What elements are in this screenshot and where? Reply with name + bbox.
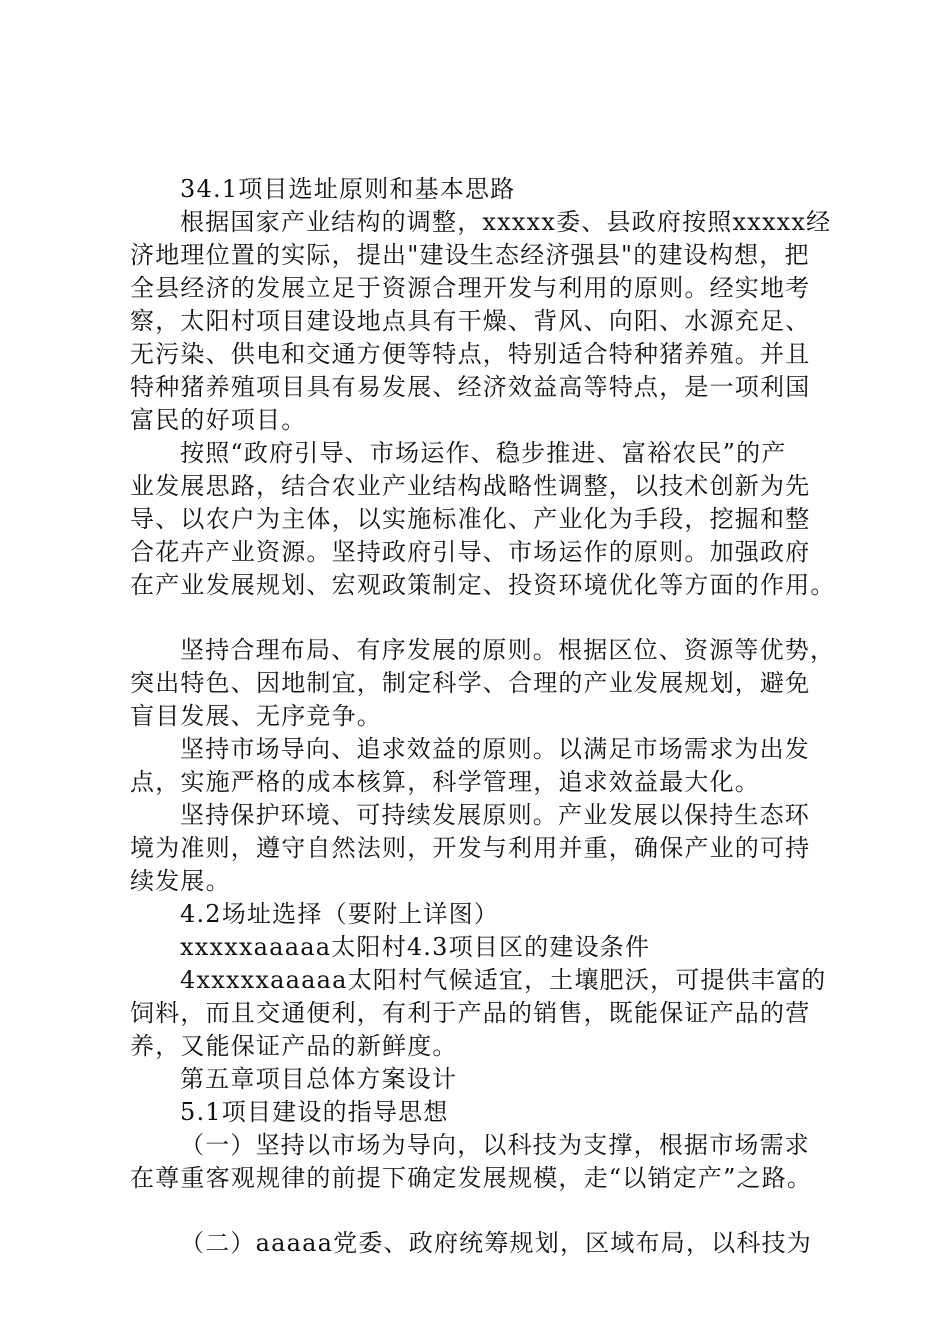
paragraph-line: xxxxxaaaaa太阳村4.3项目区的建设条件: [180, 933, 651, 961]
paragraph-line: 富民的好项目。: [130, 406, 307, 434]
paragraph-line: 业发展思路，结合农业产业结构战略性调整，以技术创新为先: [130, 472, 811, 500]
paragraph-line: 坚持合理布局、有序发展的原则。根据区位、资源等优势，: [180, 636, 836, 664]
paragraph-line: 境为准则，遵守自然法则，开发与利用并重，确保产业的可持: [130, 834, 811, 862]
paragraph-line: 饲料，而且交通便利，有利于产品的销售，既能保证产品的营: [130, 999, 811, 1027]
paragraph-line: （一）坚持以市场为导向，以科技为支撑，根据市场需求: [180, 1131, 810, 1159]
paragraph-line: 全县经济的发展立足于资源合理开发与利用的原则。经实地考: [130, 274, 811, 302]
paragraph-line: 导、以农户为主体，以实施标准化、产业化为手段，挖掘和整: [130, 505, 811, 533]
section-heading-5-1: 5.1项目建设的指导思想: [180, 1098, 449, 1126]
section-heading-4-2: 4.2场址选择（要附上详图）: [180, 900, 499, 928]
paragraph-line: 济地理位置的实际，提出"建设生态经济强县"的建设构想，把: [130, 241, 810, 269]
paragraph-line: 坚持保护环境、可持续发展原则。产业发展以保持生态环: [180, 801, 810, 829]
paragraph-line: 特种猪养殖项目具有易发展、经济效益高等特点，是一项利国: [130, 373, 811, 401]
paragraph-line: 根据国家产业结构的调整，xxxxx委、县政府按照xxxxx经: [180, 208, 832, 236]
paragraph-gap: [130, 1195, 855, 1227]
paragraph-line: 合花卉产业资源。坚持政府引导、市场运作的原则。加强政府: [130, 538, 811, 566]
document-page: [130, 173, 855, 1260]
paragraph-line: 突出特色、因地制宜，制定科学、合理的产业发展规划，避免: [130, 669, 811, 697]
section-heading-3-4-1: 34.1项目选址原则和基本思路: [180, 175, 516, 203]
paragraph-line: 续发展。: [130, 867, 231, 895]
paragraph-line: （二）aaaaa党委、政府统筹规划，区域布局，以科技为: [180, 1229, 812, 1257]
chapter-heading-5: 第五章项目总体方案设计: [180, 1065, 458, 1093]
paragraph-line: 养，又能保证产品的新鲜度。: [130, 1032, 458, 1060]
paragraph-gap: [130, 602, 855, 634]
paragraph-line: 4xxxxxaaaaa太阳村气候适宜，土壤肥沃，可提供丰富的: [180, 966, 827, 994]
paragraph-line: 坚持市场导向、追求效益的原则。以满足市场需求为出发: [180, 735, 810, 763]
paragraph-line: 按照“政府引导、市场运作、稳步推进、富裕农民”的产: [180, 439, 787, 467]
paragraph-line: 在尊重客观规律的前提下确定发展规模，走“以销定产”之路。: [130, 1164, 813, 1192]
paragraph-line: 察，太阳村项目建设地点具有干燥、背风、向阳、水源充足、: [130, 307, 811, 335]
paragraph-line: 点，实施严格的成本核算，科学管理，追求效益最大化。: [130, 768, 760, 796]
paragraph-line: 在产业发展规划、宏观政策制定、投资环境优化等方面的作用。: [130, 571, 836, 599]
paragraph-line: 无污染、供电和交通方便等特点，特别适合特种猪养殖。并且: [130, 340, 811, 368]
paragraph-line: 盲目发展、无序竞争。: [130, 702, 382, 730]
